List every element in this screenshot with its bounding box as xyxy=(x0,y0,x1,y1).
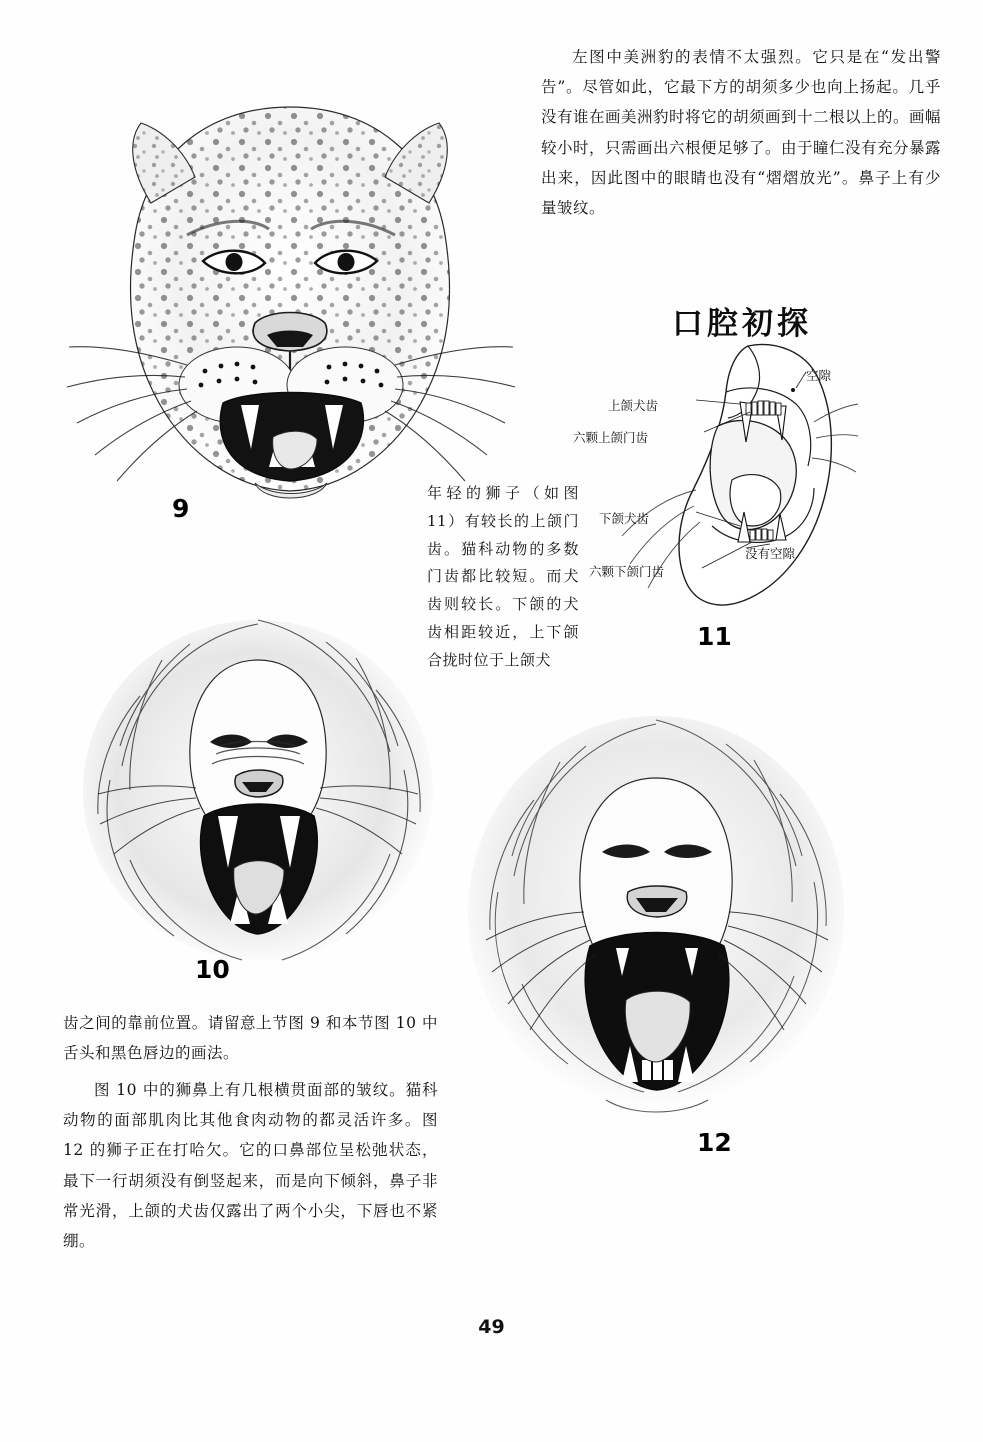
figure-number-11: 11 xyxy=(697,622,732,651)
diagram-label-lower-canine: 下颌犬齿 xyxy=(599,511,650,526)
diagram-label-no-gap: 没有空隙 xyxy=(745,546,796,561)
diagram-label-upper-canine: 上颌犬齿 xyxy=(608,398,659,413)
middle-column-paragraph-text: 年轻的狮子（如图 11）有较长的上颌门齿。猫科动物的多数门齿都比较短。而犬齿则较长。下颌的犬齿相距较近，上下颌合拢时位于上颌犬 xyxy=(427,484,579,669)
middle-column-paragraph xyxy=(427,480,579,674)
page-number: 49 xyxy=(478,1316,505,1338)
bottom-paragraph-1-text: 齿之间的靠前位置。请留意上节图 9 和本节图 10 中舌头和黑色唇边的画法。 xyxy=(63,1014,438,1063)
diagram-label-six-upper-incisors: 六颗上颌门齿 xyxy=(573,430,649,445)
figure-number-12: 12 xyxy=(697,1128,732,1157)
figure-number-10: 10 xyxy=(195,955,230,984)
figure-number-9: 9 xyxy=(172,494,190,523)
bottom-paragraph-1 xyxy=(63,1008,438,1068)
diagram-label-gap: 空隙 xyxy=(806,368,832,383)
intro-paragraph xyxy=(541,42,941,223)
figure-lion-roar-illustration xyxy=(70,600,470,1000)
intro-paragraph-text: 左图中美洲豹的表情不太强烈。它只是在“发出警告”。尽管如此，它最下方的胡须多少也向上扬起。几乎没有谁在画美洲豹时将它的胡须画到十二根以上的。画幅较小时，只需画出六根便足够了。由于瞳仁没有充分暴露出来，因此图中的眼睛也没有“熠熠放光”。鼻子上有少量皱纹。 xyxy=(541,48,942,218)
figure-lion-yawn-illustration xyxy=(450,700,870,1140)
section-heading: 口腔初探 xyxy=(672,305,812,342)
diagram-label-six-lower-incisors: 六颗下颌门齿 xyxy=(589,564,665,579)
bottom-paragraph-2-text: 图 10 中的狮鼻上有几根横贯面部的皱纹。猫科动物的面部肌肉比其他食肉动物的都灵活许多。图 12 的狮子正在打哈欠。它的口鼻部位呈松弛状态，最下一行胡须没有倒竖起来，而是向下倾斜，鼻子非常光滑，上颌的犬齿仅露出了两个小尖，下唇也不紧绷。 xyxy=(63,1081,438,1251)
bottom-paragraph-2 xyxy=(63,1075,438,1256)
